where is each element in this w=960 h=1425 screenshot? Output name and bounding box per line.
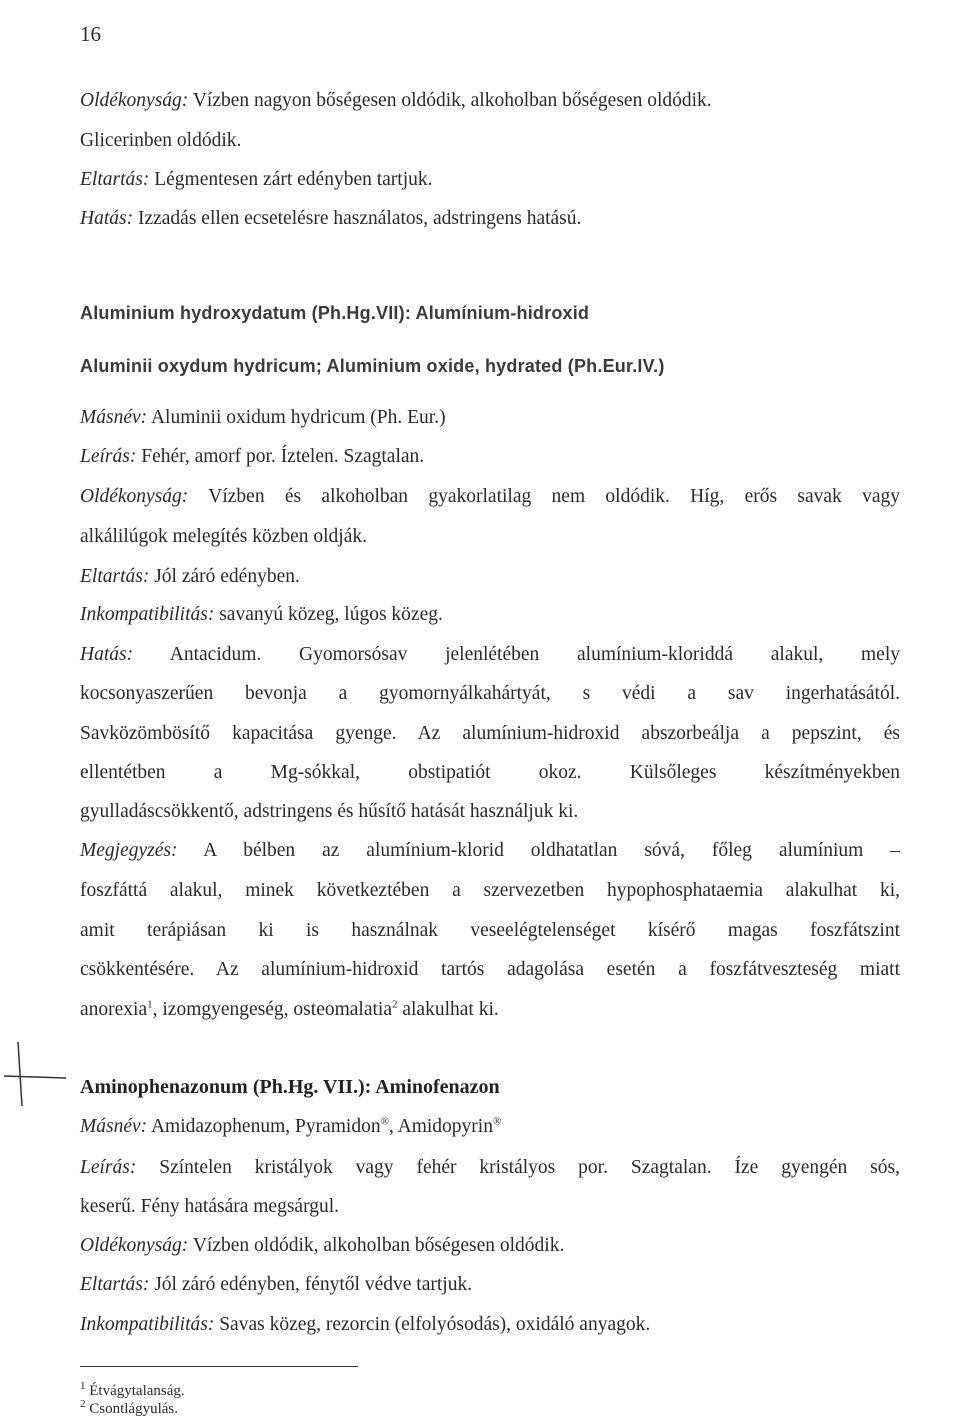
footnote-1 — [80, 1382, 185, 1400]
effect-line-4: ellentétben a Mg-sókkal, obstipatiót okoz. Külsőleges készítményekben — [80, 762, 900, 783]
footnote-mark: 1 — [80, 1380, 86, 1392]
storage-line — [80, 564, 900, 590]
incompatibility-line — [80, 602, 900, 628]
registered-mark: ® — [380, 1115, 389, 1128]
solubility-line-2: Glicerinben oldódik. — [80, 130, 242, 151]
effect-label: Hatás: — [80, 644, 134, 665]
solubility-label: Oldékonyság: — [80, 1235, 189, 1256]
description-text: Fehér, amorf por. Íztelen. Szagtalan. — [136, 446, 425, 467]
alias-text: , Amidopyrin — [388, 1116, 493, 1137]
incompatibility-text: savanyú közeg, lúgos közeg. — [214, 604, 443, 625]
incompatibility-text: Savas közeg, rezorcin (elfolyósodás), oxidáló anyagok. — [214, 1314, 651, 1335]
storage-label: Eltartás: — [80, 566, 150, 587]
footnote-text: Étvágytalanság. — [85, 1383, 185, 1399]
solubility-line — [80, 88, 900, 114]
storage-line — [80, 167, 900, 193]
note-line — [80, 838, 900, 864]
solubility-text: Vízben oldódik, alkoholban bőségesen oldódik. — [188, 1235, 565, 1256]
solubility-line — [80, 1233, 900, 1259]
storage-text: Jól záró edényben, fénytől védve tartjuk. — [149, 1274, 473, 1295]
note-line-2: foszfáttá alakul, minek következtében a szervezetben hypophosphataemia alakulhat ki, — [80, 880, 900, 901]
effect-label: Hatás: — [80, 208, 134, 229]
incompatibility-label: Inkompatibilitás: — [80, 1314, 215, 1335]
note-line-3: amit terápiásan ki is használnak veseelégtelenséget kísérő magas foszfátszint — [80, 920, 900, 941]
alias-label: Másnév: — [80, 407, 148, 428]
storage-text: Légmentesen zárt edényben tartjuk. — [149, 169, 433, 190]
description-line — [80, 444, 900, 470]
solubility-line-2: alkálilúgok melegítés közben oldják. — [80, 526, 368, 547]
registered-mark: ® — [492, 1115, 502, 1128]
footnote-separator — [80, 1366, 358, 1367]
aminophenazone-heading: Aminophenazonum (Ph.Hg. VII.): Aminofenazon — [80, 1076, 500, 1098]
solubility-label: Oldékonyság: — [80, 486, 189, 507]
effect-text: Antacidum. Gyomorsósav jelenlétében alumínium-kloriddá alakul, mely — [133, 644, 900, 665]
storage-label: Eltartás: — [80, 1274, 150, 1295]
note-text: A bélben az alumínium-klorid oldhatatlan sóvá, főleg alumínium – — [177, 840, 900, 861]
description-text: Színtelen kristályok vagy fehér kristályos por. Szagtalan. Íze gyengén sós, — [136, 1157, 900, 1178]
footnote-2 — [80, 1400, 178, 1418]
solubility-line — [80, 484, 900, 510]
footnote-mark: 2 — [80, 1398, 86, 1410]
alias-line — [80, 405, 900, 431]
storage-label: Eltartás: — [80, 169, 150, 190]
margin-cross-mark — [0, 1040, 70, 1110]
effect-line-5: gyulladáscsökkentő, adstringens és hűsítő hatását használjuk ki. — [80, 801, 579, 822]
alias-text: Aluminii oxidum hydricum (Ph. Eur.) — [147, 407, 446, 428]
note-line-5 — [80, 997, 900, 1023]
note-label: Megjegyzés: — [80, 840, 178, 861]
description-line-2: keserű. Fény hatására megsárgul. — [80, 1196, 340, 1217]
alias-line — [80, 1114, 900, 1140]
alias-text: Amidazophenum, Pyramidon — [147, 1116, 381, 1137]
description-label: Leírás: — [80, 446, 137, 467]
effect-text: Izzadás ellen ecsetelésre használatos, adstringens hatású. — [133, 208, 582, 229]
solubility-label: Oldékonyság: — [80, 90, 189, 111]
note-text-part: , izomgyengeség, osteomalatia — [152, 999, 392, 1020]
effect-line-3: Savközömbösítő kapacitása gyenge. Az alumínium-hidroxid abszorbeálja a pepszint, és — [80, 723, 900, 744]
alias-label: Másnév: — [80, 1116, 148, 1137]
description-line — [80, 1155, 900, 1181]
effect-line-2: kocsonyaszerűen bevonja a gyomornyálkahártyát, s védi a sav ingerhatásától. — [80, 683, 900, 704]
storage-line — [80, 1272, 900, 1298]
note-text-part: anorexia — [80, 999, 148, 1020]
incompatibility-line — [80, 1312, 900, 1338]
footnote-ref-1[interactable]: 1 — [147, 998, 153, 1011]
aluminium-subheading: Aluminii oxydum hydricum; Aluminium oxide, hydrated (Ph.Eur.IV.) — [80, 356, 665, 376]
incompatibility-label: Inkompatibilitás: — [80, 604, 215, 625]
aluminium-heading: Aluminium hydroxydatum (Ph.Hg.VII): Alumínium-hidroxid — [80, 303, 590, 323]
footnote-ref-2[interactable]: 2 — [391, 998, 398, 1011]
effect-line — [80, 206, 900, 232]
description-label: Leírás: — [80, 1157, 137, 1178]
footnote-text: Csontlágyulás. — [85, 1401, 178, 1417]
note-line-4: csökkentésére. Az alumínium-hidroxid tartós adagolása esetén a foszfátveszteség miatt — [80, 959, 900, 980]
page-number: 16 — [80, 22, 101, 46]
effect-line — [80, 642, 900, 668]
storage-text: Jól záró edényben. — [149, 566, 300, 587]
note-text-part: alakulhat ki. — [397, 999, 499, 1020]
solubility-text: Vízben és alkoholban gyakorlatilag nem oldódik. Híg, erős savak vagy — [188, 486, 900, 507]
solubility-text: Vízben nagyon bőségesen oldódik, alkoholban bőségesen oldódik. — [188, 90, 712, 111]
